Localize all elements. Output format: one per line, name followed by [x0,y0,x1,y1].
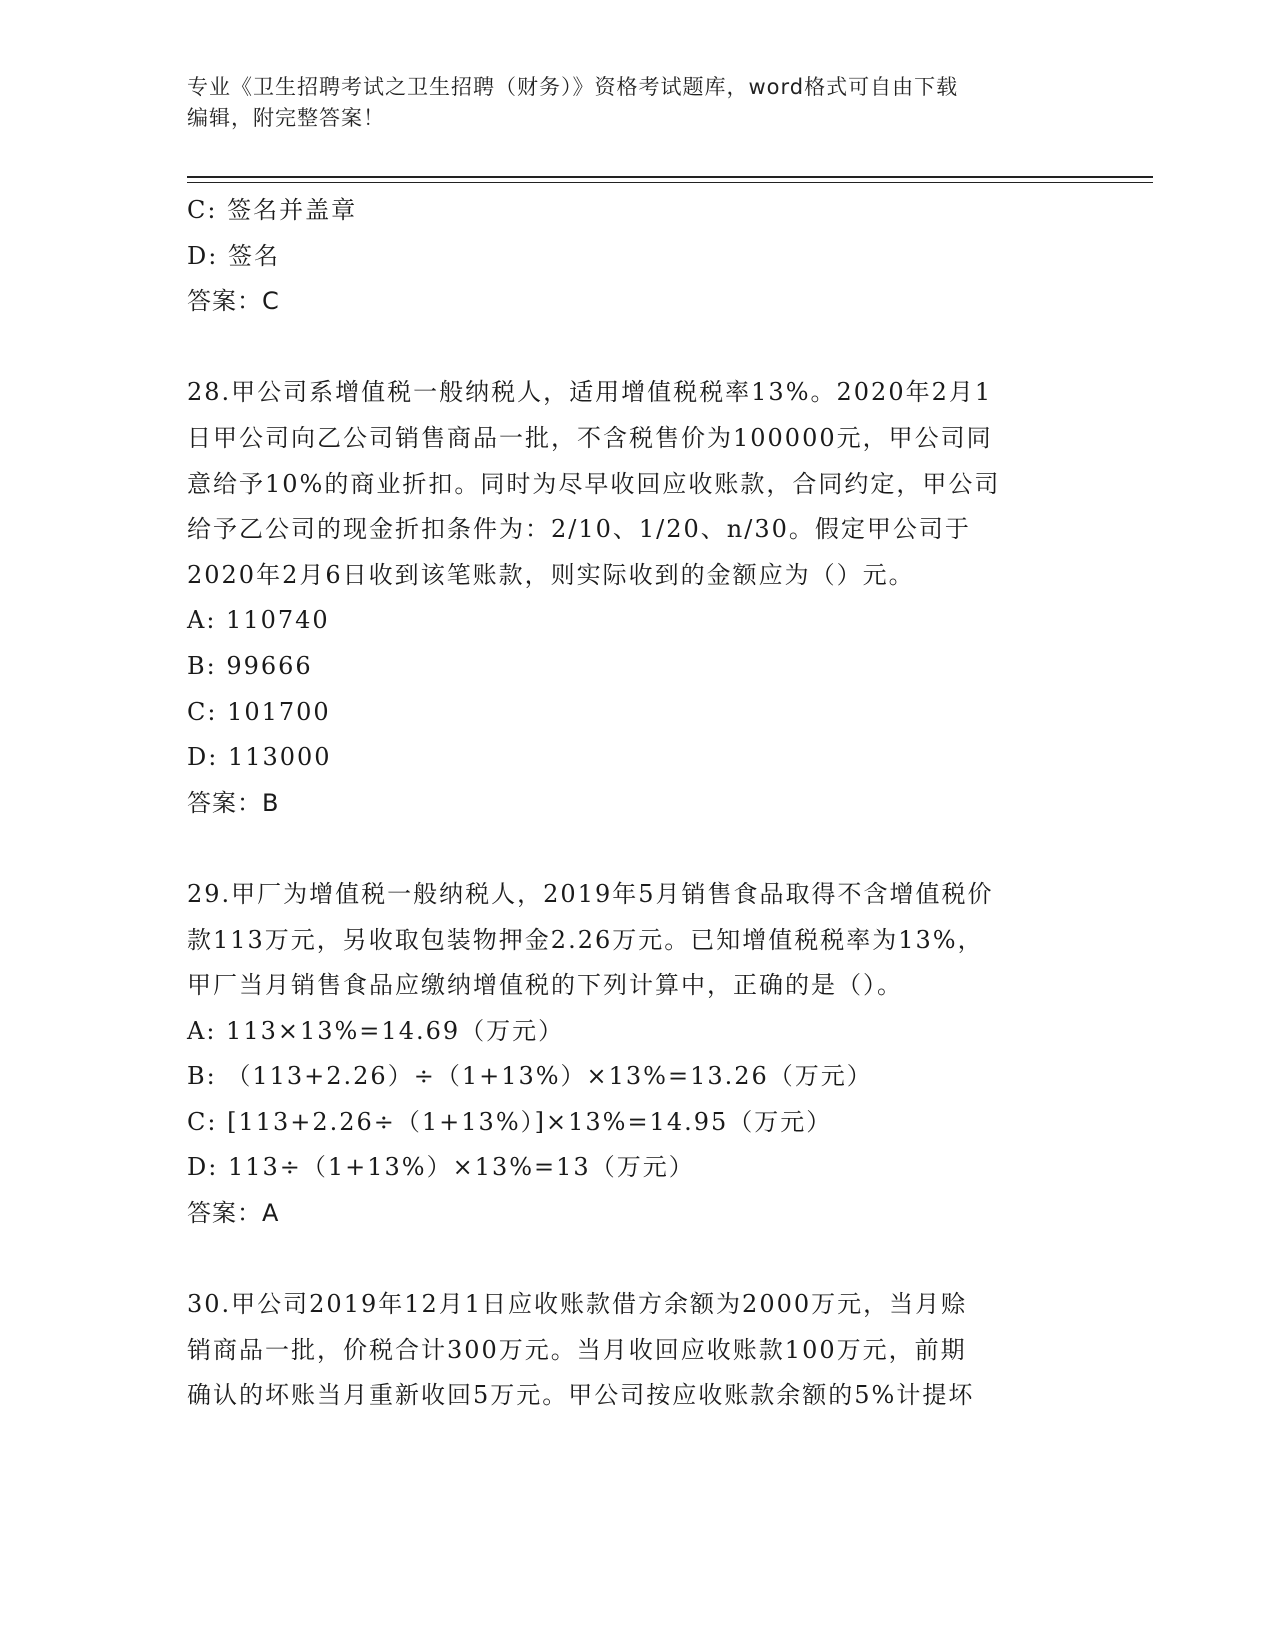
option-b: B: （113+2.26）÷（1+13%）×13%=13.26（万元） [187,1062,873,1091]
question-text-line: 给予乙公司的现金折扣条件为：2/10、1/20、n/30。假定甲公司于 [187,515,971,544]
question-text-line: 日甲公司向乙公司销售商品一批，不含税售价为100000元，甲公司同 [187,423,993,452]
question-text-line: 甲厂当月销售食品应缴纳增值税的下列计算中，正确的是（）。 [187,971,903,1000]
prev-question [187,188,1087,325]
question-content [187,188,1087,1419]
question-29 [187,872,1087,1237]
spacer [187,325,1087,371]
option-d: D: 113÷（1+13%）×13%=13（万元） [187,1153,695,1182]
answer-label: 答案：C [187,287,280,316]
option-a: A: 110740 [187,606,330,635]
option-d: D: 签名 [187,241,280,270]
question-text-line: 29.甲厂为增值税一般纳税人，2019年5月销售食品取得不含增值税价 [187,879,994,908]
document-header [187,72,1087,134]
header-rule-thick [187,176,1153,178]
spacer [187,826,1087,872]
question-text-line: 30.甲公司2019年12月1日应收账款借方余额为2000万元，当月赊 [187,1290,968,1319]
option-d: D: 113000 [187,743,332,772]
question-text-line: 意给予10%的商业折扣。同时为尽早收回应收账款，合同约定，甲公司 [187,469,1001,498]
question-text-line: 销商品一批，价税合计300万元。当月收回应收账款100万元，前期 [187,1335,967,1364]
option-b: B: 99666 [187,651,313,680]
header-line-2: 编辑，附完整答案！ [187,106,385,130]
answer-label: 答案：B [187,788,280,817]
spacer [187,1237,1087,1283]
option-a: A: 113×13%=14.69（万元） [187,1016,565,1045]
header-line-1: 专业《卫生招聘考试之卫生招聘（财务）》资格考试题库，word格式可自由下载 [187,75,959,99]
question-text-line: 确认的坏账当月重新收回5万元。甲公司按应收账款余额的5%计提坏 [187,1381,975,1410]
question-28 [187,370,1087,826]
question-text-line: 2020年2月6日收到该笔账款，则实际收到的金额应为（）元。 [187,560,915,589]
header-rule-thin [187,182,1153,183]
option-c: C: [113+2.26÷（1+13%）]×13%=14.95（万元） [187,1107,833,1136]
question-text-line: 28.甲公司系增值税一般纳税人，适用增值税税率13%。2020年2月1 [187,378,993,407]
option-c: C: 101700 [187,697,331,726]
question-text-line: 款113万元，另收取包装物押金2.26万元。已知增值税税率为13%， [187,925,984,954]
question-30 [187,1282,1087,1419]
option-c: C: 签名并盖章 [187,196,358,224]
answer-label: 答案：A [187,1199,280,1228]
